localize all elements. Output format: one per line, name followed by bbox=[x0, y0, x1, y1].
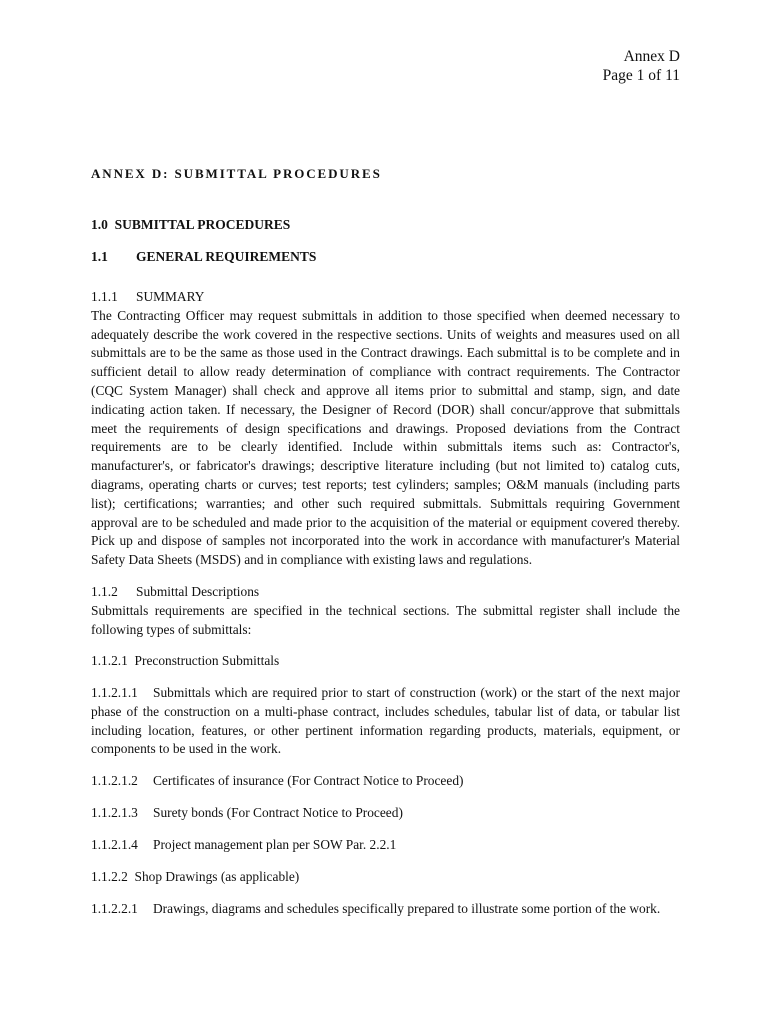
paragraph-number: 1.1.2.2.1 bbox=[91, 901, 138, 916]
subsection-heading bbox=[91, 583, 680, 602]
paragraph-1-1-2-1-4 bbox=[91, 836, 680, 855]
section-number: 1.1.2.2 bbox=[91, 869, 128, 884]
section-number: 1.1.1 bbox=[91, 289, 118, 304]
paragraph-text: Project management plan per SOW Par. 2.2.1 bbox=[153, 837, 397, 852]
paragraph-1-1-2-1-1 bbox=[91, 684, 680, 759]
paragraph-text: Drawings, diagrams and schedules specifically prepared to illustrate some portion of the work. bbox=[153, 901, 661, 916]
section-number: 1.0 bbox=[91, 217, 108, 232]
section-title: Shop Drawings (as applicable) bbox=[134, 869, 300, 884]
paragraph-text: Certificates of insurance (For Contract Notice to Proceed) bbox=[153, 773, 464, 788]
section-number: 1.1.2.1 bbox=[91, 653, 128, 668]
section-title: SUMMARY bbox=[136, 289, 205, 304]
paragraph-number: 1.1.2.1.3 bbox=[91, 805, 138, 820]
section-title: Submittal Descriptions bbox=[136, 584, 260, 599]
section-number: 1.1 bbox=[91, 249, 108, 264]
section-title: SUBMITTAL PROCEDURES bbox=[114, 217, 291, 232]
page-header bbox=[603, 47, 680, 85]
annex-label: Annex D bbox=[623, 48, 680, 65]
section-1-1-2-2-heading bbox=[91, 868, 680, 887]
paragraph-text: Submittals which are required prior to start of construction (work) or the start of the next major phase of the construction on a multi-phase contract, includes schedules, tabular list of data, or tabular list including location, features, or other pertinent information regarding products, materials, equipment, or components to be used in the work. bbox=[91, 685, 680, 757]
section-1-0-heading bbox=[91, 217, 290, 233]
summary-paragraph: The Contracting Officer may request submittals in addition to those specified when deemed necessary to adequately describe the work covered in the respective sections. Units of weights and measures used on all submittals are to be the same as those used in the Contract drawings. Each submittal is to be complete and in sufficient detail to allow ready determination of compliance with contract requirements. The Contractor (CQC System Manager) shall check and approve all items prior to submittal and stamp, sign, and date indicating action taken. If necessary, the Designer of Record (DOR) shall concur/approve that submittals meet the requirements of design specifications and drawings. Proposed deviations from the Contract requirements are to be clearly identified. Include within submittals items such as: Contractor's, manufacturer's, or fabricator's drawings; descriptive literature including (but not limited to) catalog cuts, diagrams, operating charts or curves; test reports; test cylinders; samples; O&M manuals (including parts list); certifications; warranties; and other such required submittals. Submittals requiring Government approval are to be scheduled and made prior to the acquisition of the material or equipment covered thereby. Pick up and dispose of samples not incorporated into the work in accordance with manufacturer's Material Safety Data Sheets (MSDS) and in compliance with existing laws and regulations. bbox=[91, 307, 680, 568]
paragraph-number: 1.1.2.1.4 bbox=[91, 837, 138, 852]
paragraph-number: 1.1.2.1.1 bbox=[91, 685, 138, 700]
section-1-1-2-1-heading bbox=[91, 652, 680, 671]
section-title: GENERAL REQUIREMENTS bbox=[136, 249, 317, 264]
page-number: Page 1 of 11 bbox=[602, 67, 680, 84]
paragraph-1-1-2-1-3 bbox=[91, 804, 680, 823]
paragraph-1-1-2-1-2 bbox=[91, 772, 680, 791]
section-number: 1.1.2 bbox=[91, 584, 118, 599]
subsection-heading bbox=[91, 288, 680, 307]
section-title: Preconstruction Submittals bbox=[134, 653, 280, 668]
paragraph-text: Surety bonds (For Contract Notice to Proceed) bbox=[153, 805, 403, 820]
section-1-1-2 bbox=[91, 583, 680, 639]
paragraph-number: 1.1.2.1.2 bbox=[91, 773, 138, 788]
descriptions-paragraph: Submittals requirements are specified in the technical sections. The submittal register shall include the following types of submittals: bbox=[91, 602, 680, 637]
section-1-1-1 bbox=[91, 288, 680, 570]
document-title: ANNEX D: SUBMITTAL PROCEDURES bbox=[91, 166, 382, 181]
paragraph-1-1-2-2-1 bbox=[91, 900, 680, 919]
section-1-1-heading bbox=[91, 249, 316, 265]
